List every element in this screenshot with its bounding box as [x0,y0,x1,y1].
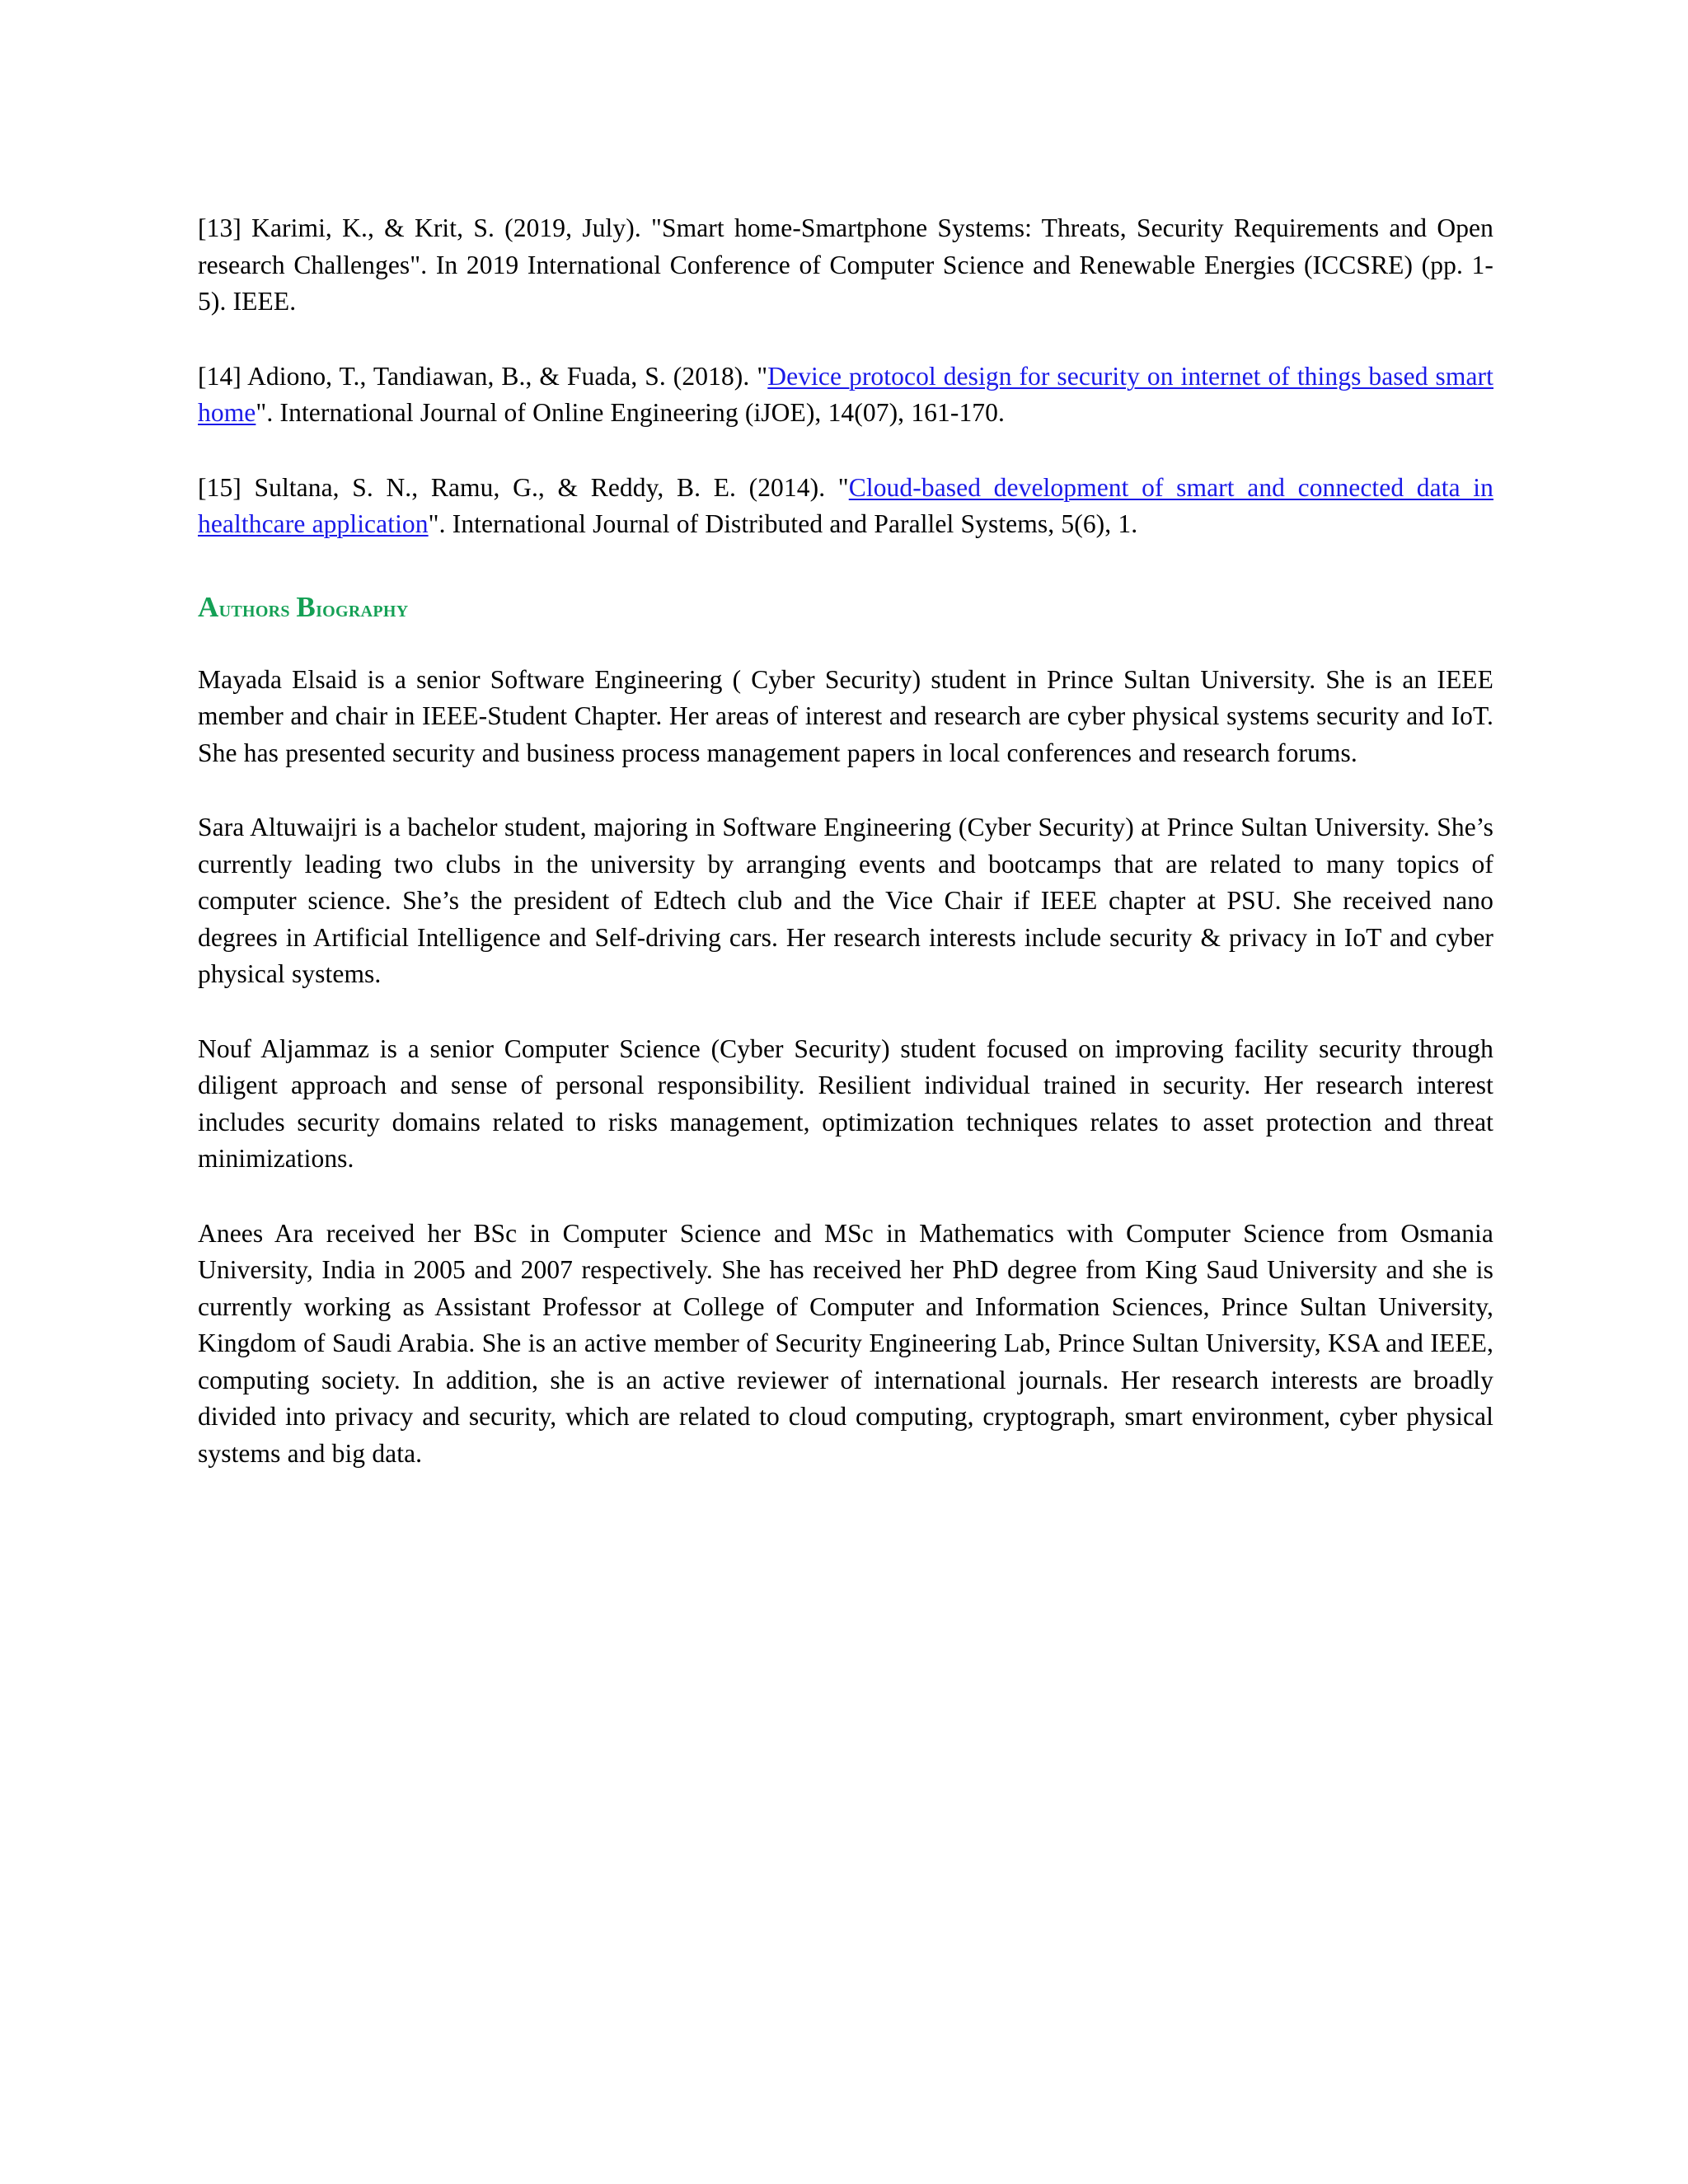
reference-14-link[interactable]: Device protocol design for security on internet of things based smart home [198,361,1493,427]
heading-initial-b: B [296,590,316,623]
reference-15-suffix: ". International Journal of Distributed and Parallel Systems, 5(6), 1. [428,509,1138,538]
biography-sara-altuwaijri: Sara Altuwaijri is a bachelor student, majoring in Software Engineering (Cyber Security) at Prince Sultan University. She’s currently leading two clubs in the university by arranging events and bootcamps that are related to many topics of computer science. She’s the president of Edtech club and the Vice Chair if IEEE chapter at PSU. She received nano degrees in Artificial Intelligence and Self-driving cars. Her research interests include security & privacy in IoT and cyber physical systems. [198,813,1493,988]
heading-initial-a: A [198,590,219,623]
biography-nouf-aljammaz: Nouf Aljammaz is a senior Computer Science (Cyber Security) student focused on improving facility security through diligent approach and sense of personal responsibility. Resilient individual trained in security. Her research interest includes security domains related to risks management, optimization techniques relates to asset protection and threat minimizations. [198,1033,1493,1173]
reference-13-text: [13] Karimi, K., & Krit, S. (2019, July). "Smart home-Smartphone Systems: Threats, Security Requirements and Open research Challenges". In 2019 International Conference of Computer Science and Renewable Energies (ICCSRE) (pp. 1-5). IEEE. [198,213,1493,316]
reference-14-suffix: ". International Journal of Online Engineering (iJOE), 14(07), 161-170. [256,398,1005,427]
biography-mayada-elsaid: Mayada Elsaid is a senior Software Engineering ( Cyber Security) student in Prince Sultan University. She is an IEEE member and chair in IEEE-Student Chapter. Her areas of interest and research are cyber physical systems security and IoT. She has presented security and business process management papers in local conferences and research forums. [198,664,1493,767]
biography-anees-ara: Anees Ara received her BSc in Computer Science and MSc in Mathematics with Computer Science from Osmania University, India in 2005 and 2007 respectively. She has received her PhD degree from King Saud University and she is currently working as Assistant Professor at College of Computer and Information Sciences, Prince Sultan University, Kingdom of Saudi Arabia. She is an active member of Security Engineering Lab, Prince Sultan University, KSA and IEEE, computing society. In addition, she is an active reviewer of international journals. Her research interests are broadly divided into privacy and security, which are related to cloud computing, cryptograph, smart environment, cyber physical systems and big data. [198,1218,1493,1468]
section-heading-authors-biography [198,591,1493,626]
reference-14-prefix: [14] Adiono, T., Tandiawan, B., & Fuada, S. (2018). " [198,361,768,391]
heading-word-biography: iography [316,595,409,622]
reference-item-14 [198,359,1493,432]
reference-15-link[interactable]: Cloud-based development of smart and connected data in healthcare application [198,472,1493,538]
heading-word-authors: uthors [218,595,290,622]
reference-item-15 [198,470,1493,543]
reference-15-prefix: [15] Sultana, S. N., Ramu, G., & Reddy, B. E. (2014). " [198,472,849,502]
heading-spacer [198,581,1493,591]
reference-item-13 [198,210,1493,321]
page-content [198,210,1493,1472]
